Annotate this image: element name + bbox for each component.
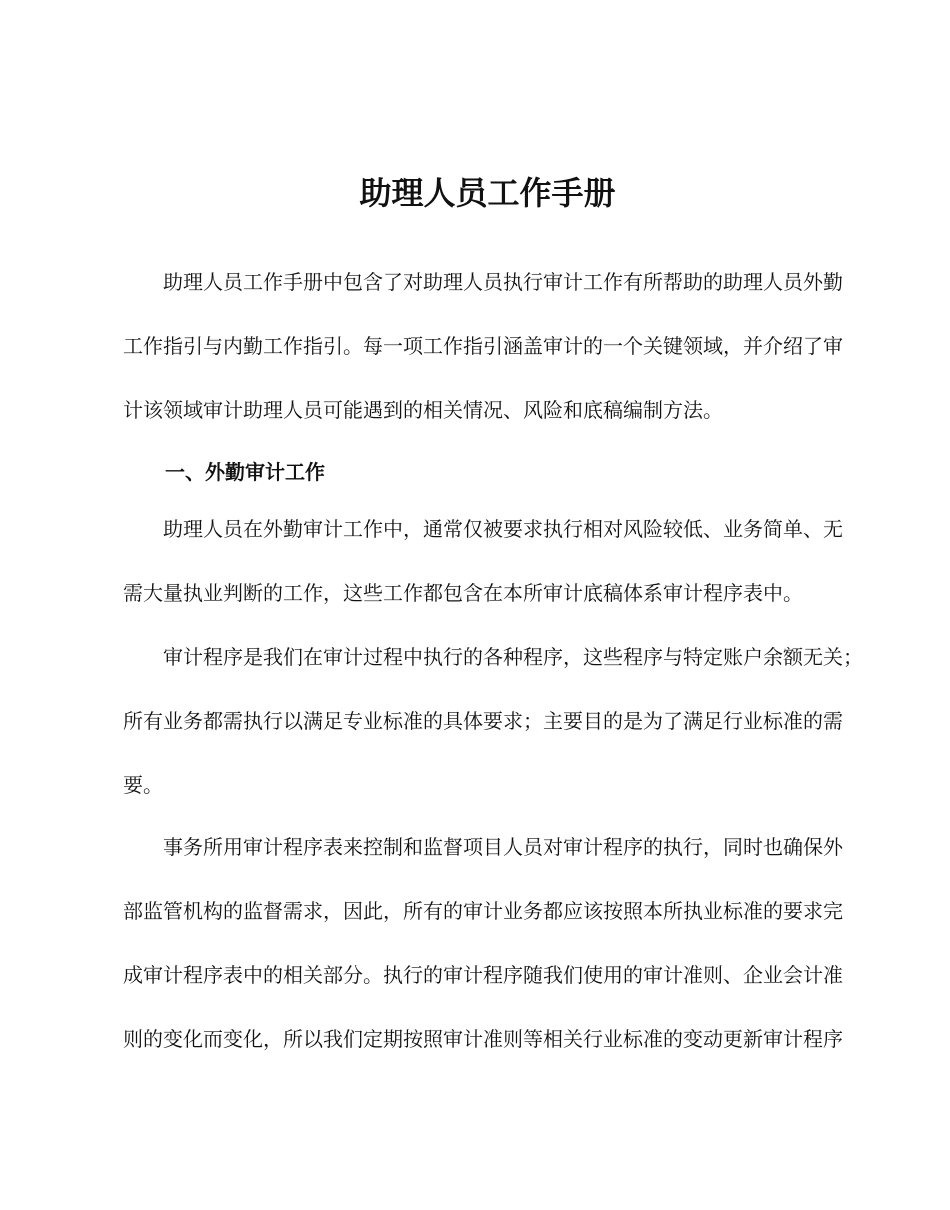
paragraph-line: 成审计程序表中的相关部分。执行的审计程序随我们使用的审计准则、企业会计准 (123, 963, 843, 987)
paragraph-line: 助理人员工作手册中包含了对助理人员执行审计工作有所帮助的助理人员外勤 (163, 270, 843, 294)
procedure-table-paragraph (123, 815, 858, 1071)
fieldwork-paragraph (123, 497, 858, 625)
paragraph-line: 审计程序是我们在审计过程中执行的各种程序，这些程序与特定账户余额无关； (163, 645, 863, 669)
paragraph-line: 需大量执业判断的工作，这些工作都包含在本所审计底稿体系审计程序表中。 (123, 581, 803, 605)
paragraph-line: 所有业务都需执行以满足专业标准的具体要求；主要目的是为了满足行业标准的需 (123, 709, 843, 733)
intro-paragraph (123, 250, 858, 442)
paragraph-line: 要。 (123, 773, 163, 797)
paragraph-line: 计该领域审计助理人员可能遇到的相关情况、风险和底稿编制方法。 (123, 398, 723, 422)
document-title: 助理人员工作手册 (359, 174, 616, 212)
paragraph-line: 则的变化而变化，所以我们定期按照审计准则等相关行业标准的变动更新审计程序 (123, 1027, 843, 1051)
paragraph-line: 工作指引与内勤工作指引。每一项工作指引涵盖审计的一个关键领域，并介绍了审 (123, 334, 843, 358)
paragraph-line: 部监管机构的监督需求，因此，所有的审计业务都应该按照本所执业标准的要求完 (123, 899, 843, 923)
audit-procedure-paragraph (123, 625, 863, 817)
paragraph-line: 助理人员在外勤审计工作中，通常仅被要求执行相对风险较低、业务简单、无 (163, 517, 843, 541)
paragraph-line: 事务所用审计程序表来控制和监督项目人员对审计程序的执行，同时也确保外 (163, 835, 843, 859)
section-heading: 一、外勤审计工作 (165, 460, 325, 484)
